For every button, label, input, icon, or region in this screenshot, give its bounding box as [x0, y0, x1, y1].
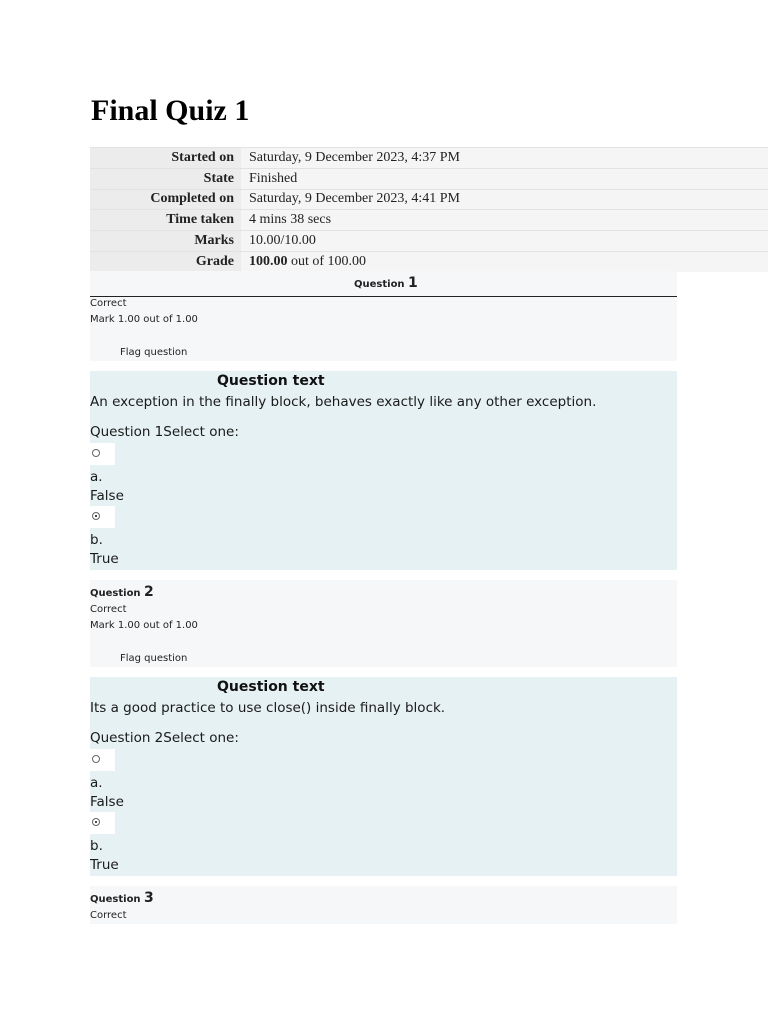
summary-value: Saturday, 9 December 2023, 4:41 PM	[241, 189, 768, 210]
question-status: Correct	[90, 910, 127, 921]
question-number: 2	[144, 584, 154, 600]
summary-label: State	[90, 168, 241, 189]
question-2-info	[90, 580, 677, 667]
option-b-label[interactable]: True	[90, 551, 119, 567]
summary-value: 10.00/10.00	[241, 231, 768, 252]
option-b-radio-box[interactable]	[90, 506, 115, 528]
question-1-number	[354, 275, 418, 291]
question-text: An exception in the finally block, behaves exactly like any other exception.	[90, 394, 597, 410]
radio-unchecked-icon[interactable]	[92, 449, 100, 457]
question-2-number	[90, 584, 154, 600]
option-b-radio-box[interactable]	[90, 812, 115, 834]
question-text-heading: Question text	[217, 373, 325, 389]
question-1-info	[90, 271, 677, 361]
summary-label: Completed on	[90, 189, 241, 210]
divider	[90, 296, 677, 297]
page-title: Final Quiz 1	[91, 94, 250, 127]
question-label: Question	[90, 588, 141, 599]
summary-row-time-taken	[90, 210, 768, 231]
question-3-number	[90, 890, 154, 906]
option-a-label[interactable]: False	[90, 488, 124, 504]
summary-label: Marks	[90, 231, 241, 252]
summary-row-marks	[90, 231, 768, 252]
summary-value: Finished	[241, 168, 768, 189]
summary-row-completed	[90, 189, 768, 210]
question-number: 1	[408, 275, 418, 291]
question-text: Its a good practice to use close() inside finally block.	[90, 700, 446, 716]
question-label: Question	[354, 279, 405, 290]
question-mark: Mark 1.00 out of 1.00	[90, 314, 198, 325]
radio-checked-icon[interactable]	[92, 818, 100, 826]
select-one-prompt: Question 1Select one:	[90, 424, 239, 440]
grade-total: out of 100.00	[287, 254, 367, 270]
option-b-letter: b.	[90, 838, 103, 854]
question-text-heading: Question text	[217, 679, 325, 695]
question-status: Correct	[90, 298, 127, 309]
radio-checked-icon[interactable]	[92, 512, 100, 520]
question-number: 3	[144, 890, 154, 906]
summary-value	[241, 251, 768, 272]
option-a-radio-box[interactable]	[90, 749, 115, 771]
flag-question-link[interactable]: Flag question	[120, 653, 188, 664]
summary-value: Saturday, 9 December 2023, 4:37 PM	[241, 148, 768, 169]
attempt-summary-table	[90, 147, 768, 272]
summary-row-state	[90, 168, 768, 189]
question-mark: Mark 1.00 out of 1.00	[90, 620, 198, 631]
flag-question-link[interactable]: Flag question	[120, 347, 188, 358]
option-b-letter: b.	[90, 532, 103, 548]
question-3-info	[90, 886, 677, 924]
summary-row-started	[90, 148, 768, 169]
option-b-label[interactable]: True	[90, 857, 119, 873]
radio-unchecked-icon[interactable]	[92, 755, 100, 763]
question-2-content	[90, 677, 677, 876]
summary-label: Started on	[90, 148, 241, 169]
summary-row-grade	[90, 251, 768, 272]
question-status: Correct	[90, 604, 127, 615]
option-a-letter: a.	[90, 469, 103, 485]
summary-label: Grade	[90, 251, 241, 272]
question-label: Question	[90, 894, 141, 905]
option-a-label[interactable]: False	[90, 794, 124, 810]
summary-value: 4 mins 38 secs	[241, 210, 768, 231]
question-1-content	[90, 371, 677, 570]
select-one-prompt: Question 2Select one:	[90, 730, 239, 746]
grade-value: 100.00	[249, 254, 288, 270]
summary-label: Time taken	[90, 210, 241, 231]
option-a-radio-box[interactable]	[90, 443, 115, 465]
option-a-letter: a.	[90, 775, 103, 791]
